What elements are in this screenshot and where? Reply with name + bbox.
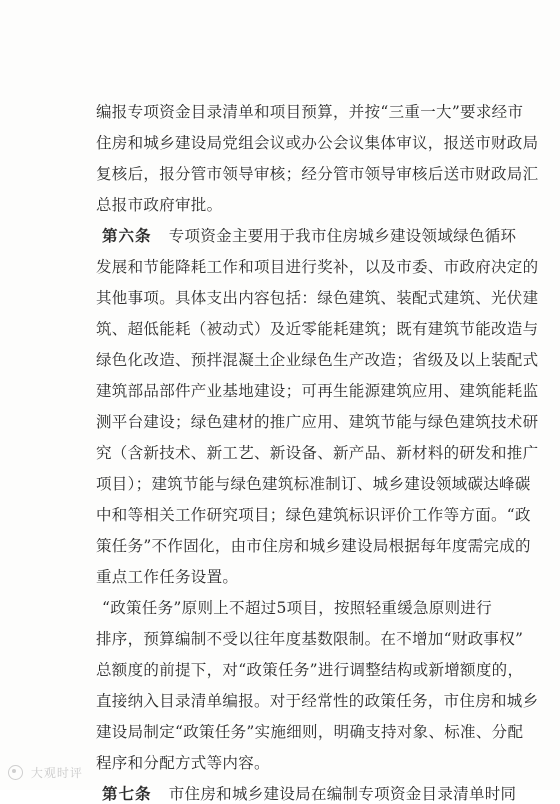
article-6-first-line — [102, 226, 522, 246]
body-line: 编报专项资金目录清单和项目预算，并按“三重一大”要求经市 — [96, 103, 524, 121]
body-line: 重点工作任务设置。 — [96, 568, 239, 586]
body-line: 建设局制定“政策任务”实施细则，明确支持对象、标准、分配 — [96, 723, 524, 741]
body-line: 中和等相关工作研究项目；绿色建筑标识评价工作等方面。“政 — [96, 506, 531, 524]
body-line: 直接纳入目录清单编报。对于经常性的政策任务，市住房和城乡 — [96, 692, 539, 710]
body-line: 策任务”不作固化，由市住房和城乡建设局根据每年度需完成的 — [96, 537, 531, 555]
article-7-first-line — [102, 784, 522, 804]
body-line: “政策任务”原则上不超过5项目，按照轻重缓急原则进行 — [102, 599, 493, 617]
body-line: 其他事项。具体支出内容包括：绿色建筑、装配式建筑、光伏建 — [96, 289, 539, 307]
body-line: 究（含新技术、新工艺、新设备、新产品、新材料的研发和推广 — [96, 444, 539, 462]
article-7-label: 第七条 — [102, 784, 152, 803]
body-line: 排序，预算编制不受以往年度基数限制。在不增加“财政事权” — [96, 630, 524, 648]
body-line: 发展和节能降耗工作和项目进行奖补，以及市委、市政府决定的 — [96, 258, 539, 276]
body-line: 程序和分配方式等内容。 — [96, 754, 270, 772]
watermark-text: 大观时评 — [30, 766, 83, 780]
watermark-logo-icon — [8, 765, 23, 780]
body-line: 项目）；建筑节能与绿色建筑标准制订、城乡建设领域碳达峰碳 — [96, 475, 531, 493]
body-line: 建筑部品部件产业基地建设；可再生能源建筑应用、建筑能耗监 — [96, 382, 539, 400]
body-line: 住房和城乡建设局党组会议或办公会议集体审议，报送市财政局 — [96, 134, 539, 152]
body-line: 总报市政府审批。 — [96, 196, 223, 214]
body-line: 复核后，报分管市领导审核；经分管市领导审核后送市财政局汇 — [96, 165, 539, 183]
body-line: 筑、超低能耗（被动式）及近零能耗建筑；既有建筑节能改造与 — [96, 320, 539, 338]
body-line: 测平台建设；绿色建材的推广应用、建筑节能与绿色建筑技术研 — [96, 413, 539, 431]
body-line: 总额度的前提下，对“政策任务”进行调整结构或新增额度的， — [96, 661, 524, 679]
body-text: 专项资金主要用于我市住房城乡建设领域绿色循环 — [168, 227, 517, 245]
watermark — [8, 764, 83, 781]
body-line: 绿色化改造、预拌混凝土企业绿色生产改造；省级及以上装配式 — [96, 351, 539, 369]
article-6-label: 第六条 — [102, 226, 152, 245]
body-text: 市住房和城乡建设局在编制专项资金目录清单时同 — [168, 785, 517, 803]
